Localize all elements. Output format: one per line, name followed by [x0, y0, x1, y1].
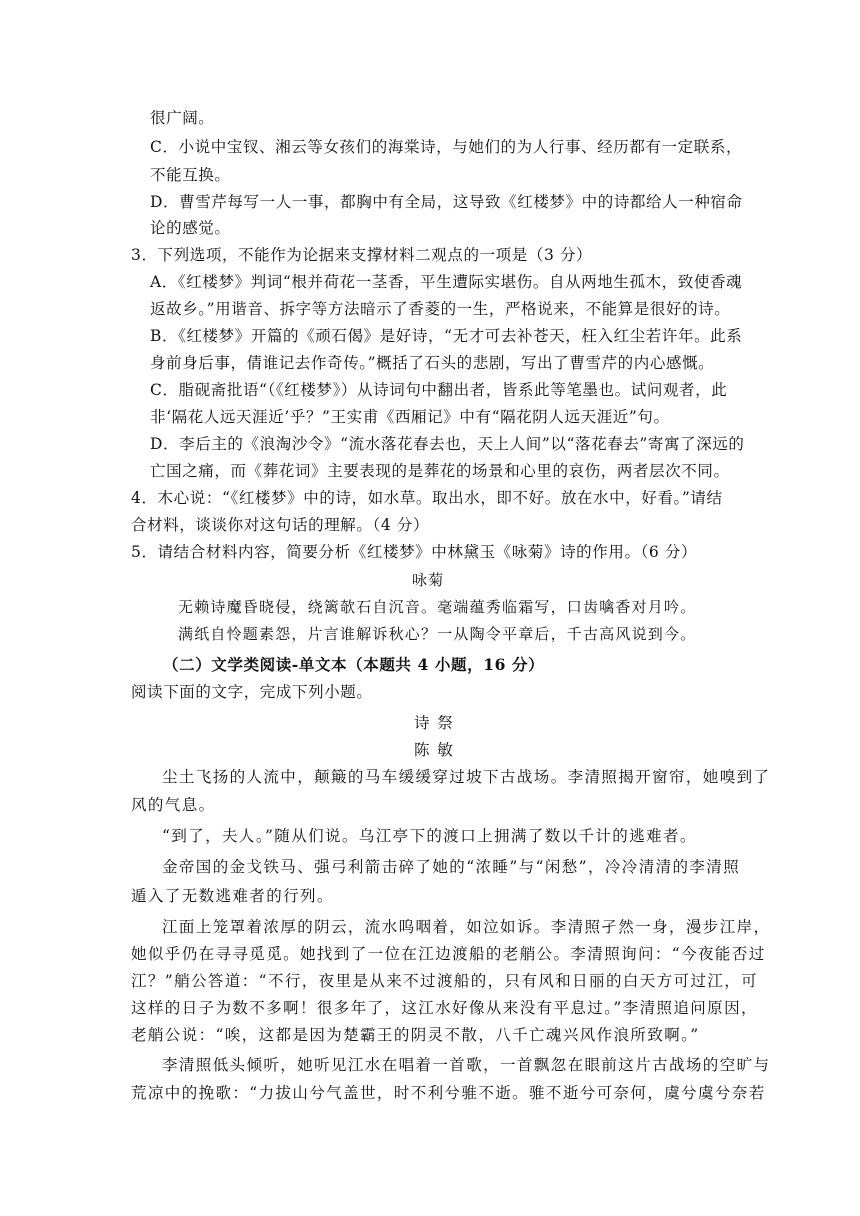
poem-title: 咏菊	[412, 571, 445, 589]
q4-line2: 合材料，谈谈你对这句话的理解。（4 分）	[131, 516, 430, 534]
q3-option-b-line1: B．《红楼梦》开篇的《顽石偈》是好诗，“无才可去补苍天，枉入红尘若许年。此系	[150, 327, 743, 345]
story-paragraph-2-line1: “到了，夫人。”随从们说。乌江亭下的渡口上拥满了数以千计的逃难者。	[162, 827, 697, 845]
story-paragraph-3-line2: 遁入了无数逃难者的行列。	[131, 887, 334, 905]
q3-option-c-line1: C．脂砚斋批语“（《红楼梦》）从诗词句中翻出者，皆系此等笔墨也。试问观者，此	[150, 381, 728, 399]
story-paragraph-4-line5: 老艄公说：“唉，这都是因为楚霸王的阴灵不散，八千亡魂兴风作浪所致啊。”	[131, 1026, 700, 1044]
story-paragraph-4-line1: 江面上笼罩着浓厚的阴云，流水呜咽着，如泣如诉。李清照孑然一身，漫步江岸，	[162, 918, 771, 936]
story-paragraph-4-line2: 她似乎仍在寻寻觅觅。她找到了一位在江边渡船的老艄公。李清照询问：“今夜能否过	[131, 945, 766, 963]
q2-option-b-tail: 很广阔。	[150, 109, 215, 127]
q2-option-d-line1: D．曹雪芹每写一人一事，都胸中有全局，这导致《红楼梦》中的诗都给人一种宿命	[150, 193, 743, 211]
story-paragraph-4-line4: 这样的日子为数不多啊！很多年了，这江水好像从来没有平息过。”李清照追问原因，	[131, 999, 758, 1017]
q4-line1: 4．木心说：“《红楼梦》中的诗，如水草。取出水，即不好。放在水中，好看。”请结	[131, 489, 723, 507]
q5-line1: 5．请结合材料内容，简要分析《红楼梦》中林黛玉《咏菊》诗的作用。（6 分）	[131, 543, 698, 561]
section-instruction: 阅读下面的文字，完成下列小题。	[131, 683, 373, 701]
q2-option-c-line1: C．小说中宝钗、湘云等女孩们的海棠诗，与她们的为人行事、经历都有一定联系，	[150, 138, 743, 156]
q3-option-b-line2: 身前身后事，倩谁记去作奇传。”概括了石头的悲剧，写出了曹雪芹的内心感慨。	[150, 354, 715, 372]
story-paragraph-5-line1: 李清照低头倾听，她听见江水在唱着一首歌，一首飘忽在眼前这片古战场的空旷与	[162, 1056, 771, 1074]
q3-option-d-line1: D．李后主的《浪淘沙令》“流水落花春去也，天上人间”以“落花春去”寄寓了深远的	[150, 435, 745, 453]
section-heading: （二）文学类阅读-单文本（本题共 4 小题，16 分）	[163, 655, 545, 674]
story-title: 诗 祭	[414, 714, 455, 732]
story-paragraph-1-line1: 尘土飞扬的人流中，颠簸的马车缓缓穿过坡下古战场。李清照揭开窗帘，她嗅到了	[162, 768, 771, 786]
q3-option-d-line2: 亡国之痛，而《葬花词》主要表现的是葬花的场景和心里的哀伤，两者层次不同。	[150, 462, 730, 480]
story-paragraph-1-line2: 风的气息。	[131, 796, 216, 814]
story-paragraph-4-line3: 江？”艄公答道：“不行，夜里是从来不过渡船的，只有风和日丽的白天方可过江，可	[131, 972, 759, 990]
story-paragraph-5-line2: 荒凉中的挽歌：“力拔山兮气盖世，时不利兮骓不逝。骓不逝兮可奈何，虞兮虞兮奈若	[131, 1084, 766, 1102]
q3-option-a-line2: 返故乡。”用谐音、拆字等方法暗示了香菱的一生，严格说来，不能算是很好的诗。	[150, 300, 731, 318]
q2-option-d-line2: 论的感觉。	[150, 219, 231, 237]
q2-option-c-line2: 不能互换。	[150, 166, 231, 184]
poem-line2: 满纸自怜题素怨，片言谁解诉秋心？一从陶令平章后，千古高风说到今。	[178, 625, 697, 643]
story-author: 陈 敏	[414, 741, 455, 759]
poem-line1: 无赖诗魔昏晓侵，绕篱欹石自沉音。毫端蕴秀临霜写，口齿噙香对月吟。	[178, 598, 697, 616]
story-paragraph-3-line1: 金帝国的金戈铁马、强弓利箭击碎了她的“浓睡”与“闲愁”，冷冷清清的李清照	[162, 858, 741, 876]
q3-option-c-line2: 非‘隔花人远天涯近’乎？”王实甫《西厢记》中有“隔花阴人远天涯近”句。	[150, 408, 670, 426]
q3-stem: 3．下列选项，不能作为论据来支撑材料二观点的一项是（3 分）	[131, 246, 593, 264]
q3-option-a-line1: A．《红楼梦》判词“根并荷花一茎香，平生遭际实堪伤。自从两地生孤木，致使香魂	[150, 273, 743, 291]
